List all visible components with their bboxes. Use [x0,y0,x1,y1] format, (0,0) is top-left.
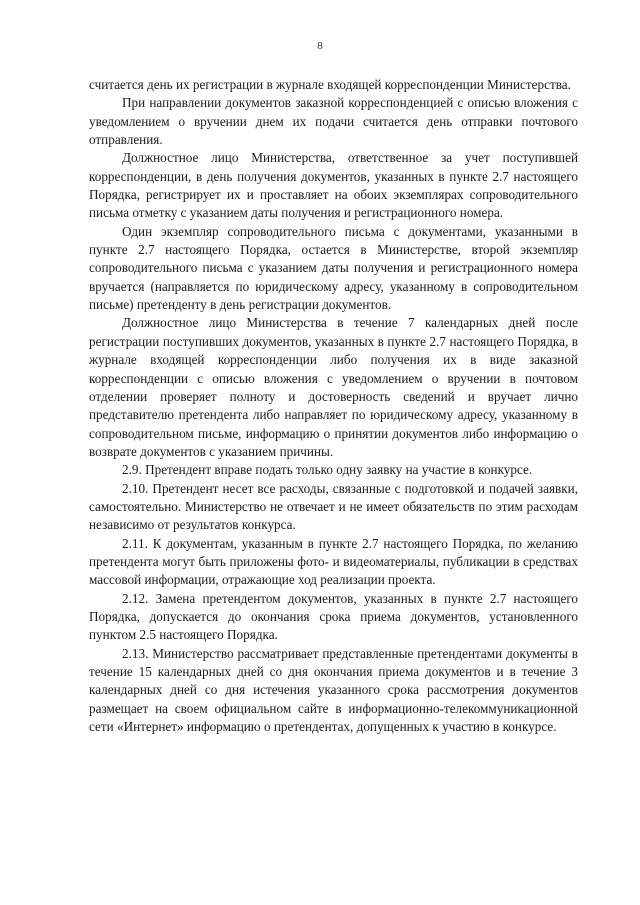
document-body [89,76,578,736]
paragraph-verification: Должностное лицо Министерства в течение 7 календарных дней после регистрации поступивших документов, указанных в пункте 2.7 настоящего Порядка, в журнале входящей корреспонденции либо получения их в виде заказной корреспонденции с описью вложения с уведомлением о вручении в почтовом отделении проверяет полноту и достоверность сведений и вручает лично представителю претендента либо направляет по юридическому адресу, указанному в сопроводительном письме, информацию о принятии документов либо информацию о возврате документов с указанием причины. [89,315,578,459]
clause-2-10: 2.10. Претендент несет все расходы, связанные с подготовкой и подачей заявки, самостоятельно. Министерство не отвечает и не имеет обязательств по этим расходам независимо от результатов конкурса. [89,480,578,533]
paragraph-official-registers: Должностное лицо Министерства, ответственное за учет поступившей корреспонденции, в день получения документов, указанных в пункте 2.7 настоящего Порядка, регистрирует их и проставляет на обоих экземплярах сопроводительного письма отметку с указанием даты получения и регистрационного номера. [89,150,578,221]
page-number: 8 [317,40,323,52]
paragraph-copy-handling: Один экземпляр сопроводительного письма с документами, указанными в пункте 2.7 настоящего Порядка, остается в Министерстве, второй экземпляр сопроводительного письма с указанием даты получения и регистрационного номера вручается (направляется по юридическому адресу, указанному в сопроводительном письме) претенденту в день регистрации документов. [89,223,578,313]
clause-2-11: 2.11. К документам, указанным в пункте 2.7 настоящего Порядка, по желанию претендента могут быть приложены фото- и видеоматериалы, публикации в средствах массовой информации, отражающие ход реализации проекта. [89,535,578,588]
clause-2-9: 2.9. Претендент вправе подать только одну заявку на участие в конкурсе. [122,462,533,478]
paragraph-continuation: считается день их регистрации в журнале входящей корреспонденции Министерства. [89,77,571,92]
clause-2-12: 2.12. Замена претендентом документов, указанных в пункте 2.7 настоящего Порядка, допускается до окончания срока приема документов, установленного пунктом 2.5 настоящего Порядка. [89,590,578,643]
paragraph-registered-mail: При направлении документов заказной корреспонденцией с описью вложения с уведомлением о вручении днем их подачи считается день отправки почтового отправления. [89,95,578,148]
clause-2-13: 2.13. Министерство рассматривает представленные претендентами документы в течение 15 календарных дней со дня окончания приема документов и в течение 3 календарных дней со дня истечения указанного срока рассмотрения документов размещает на своем официальном сайте в информационно-телекоммуникационной сети «Интернет» информацию о претендентах, допущенных к участию в конкурсе. [89,645,578,735]
